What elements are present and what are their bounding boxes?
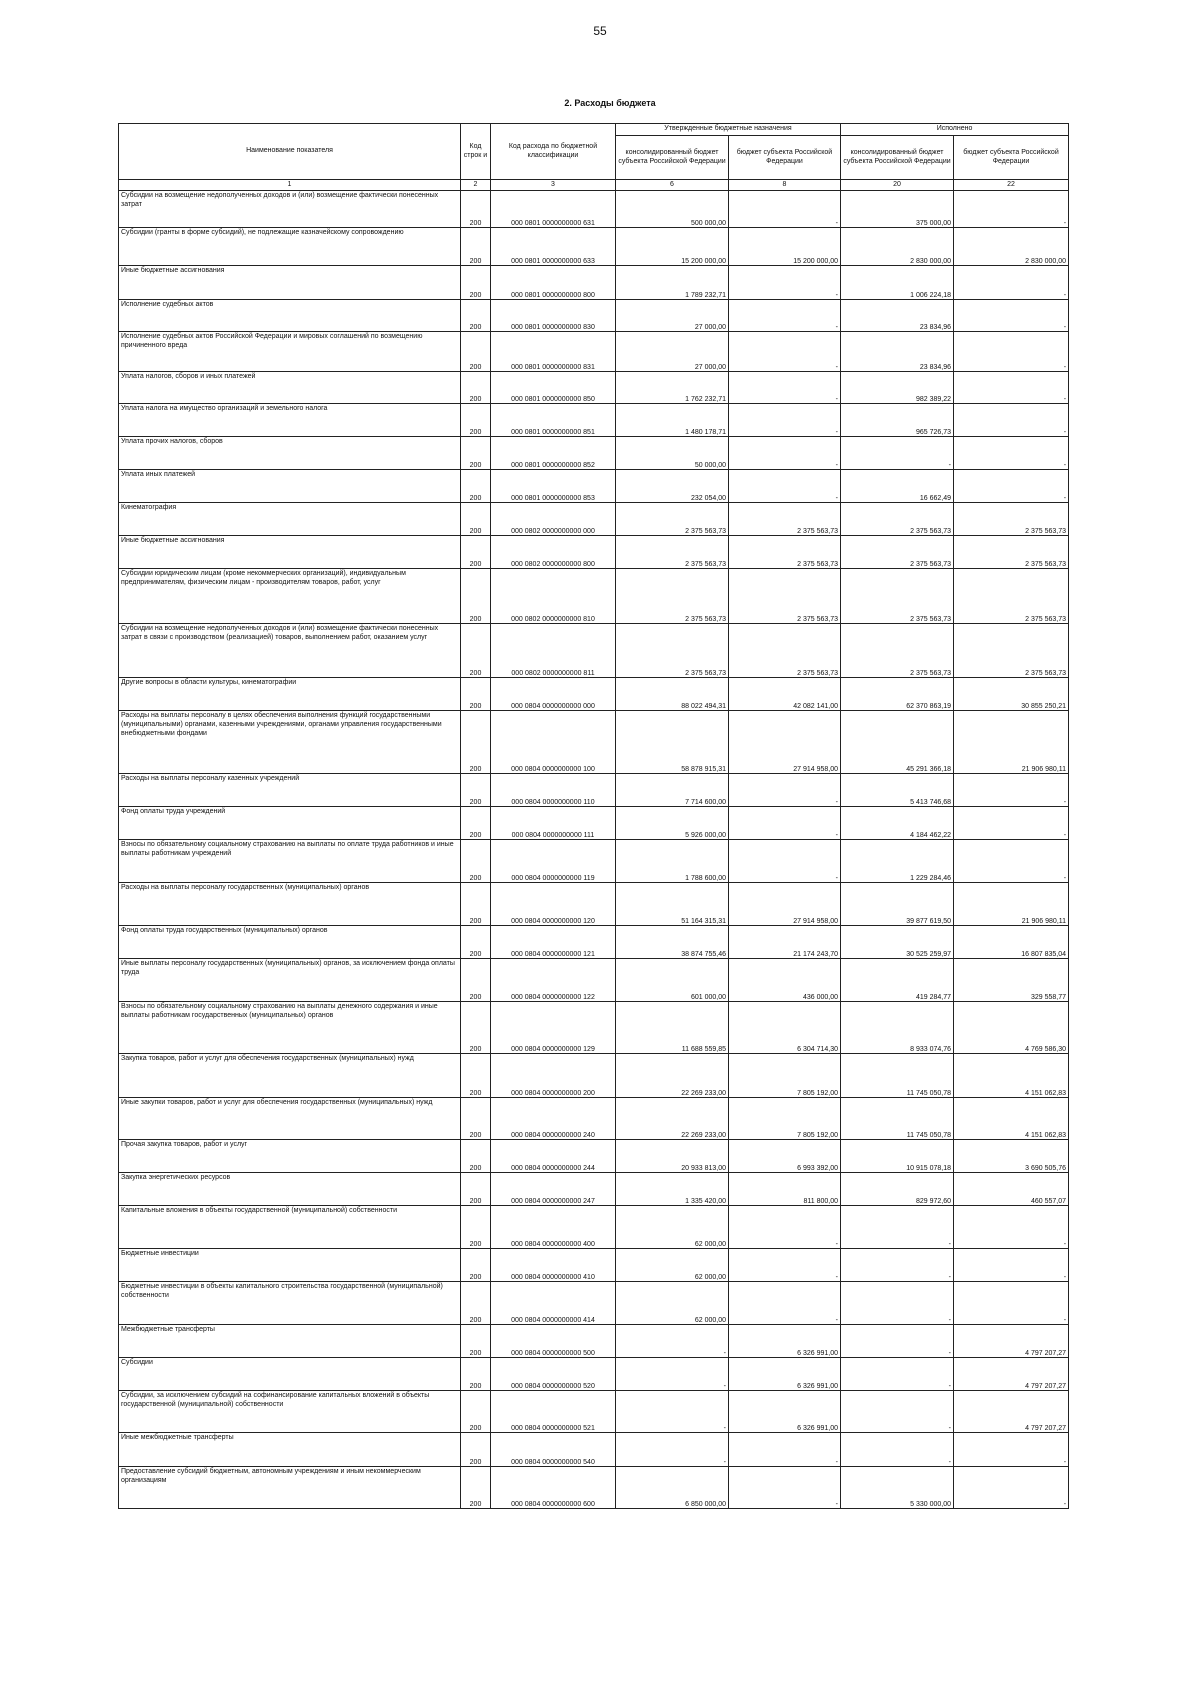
executed-consolidated-value: 2 830 000,00 [841, 228, 954, 266]
indicator-name: Субсидии на возмещение недополученных доходов и (или) возмещение фактически понесенных затрат в связи с производством (реализацией) товаров, выполнением работ, оказанием услуг [119, 624, 461, 678]
approved-subject-value: 6 326 991,00 [729, 1358, 841, 1391]
section-title: 2. Расходы бюджета [564, 98, 656, 108]
line-code: 200 [461, 774, 491, 807]
table-row [119, 1206, 1069, 1249]
line-code: 200 [461, 807, 491, 840]
executed-consolidated-value: 965 726,73 [841, 404, 954, 437]
budget-code: 000 0804 0000000000 110 [491, 774, 616, 807]
budget-code: 000 0801 0000000000 850 [491, 372, 616, 404]
line-code: 200 [461, 959, 491, 1002]
executed-subject-value: 2 375 563,73 [954, 536, 1069, 569]
executed-subject-value: - [954, 404, 1069, 437]
budget-code: 000 0804 0000000000 200 [491, 1054, 616, 1098]
line-code: 200 [461, 883, 491, 926]
executed-subject-value: - [954, 774, 1069, 807]
approved-consolidated-value: 62 000,00 [616, 1282, 729, 1325]
line-code: 200 [461, 536, 491, 569]
approved-consolidated-value: 601 000,00 [616, 959, 729, 1002]
indicator-name: Расходы на выплаты персоналу в целях обеспечения выполнения функций государственными (муниципальными) органами, казенными учреждениями, органами управления государственными внебюджетными фондами [119, 711, 461, 774]
executed-consolidated-value: 30 525 259,97 [841, 926, 954, 959]
executed-consolidated-value: - [841, 1249, 954, 1282]
approved-consolidated-value: - [616, 1391, 729, 1433]
budget-code: 000 0801 0000000000 830 [491, 300, 616, 332]
indicator-name: Уплата налога на имущество организаций и земельного налога [119, 404, 461, 437]
table-row [119, 372, 1069, 404]
line-code: 200 [461, 926, 491, 959]
table-row [119, 1467, 1069, 1509]
executed-subject-value: - [954, 191, 1069, 228]
table-body [119, 191, 1069, 1509]
expenses-table [118, 123, 1069, 1509]
executed-consolidated-value: - [841, 437, 954, 470]
approved-consolidated-value: 27 000,00 [616, 332, 729, 372]
approved-consolidated-value: 1 762 232,71 [616, 372, 729, 404]
line-code: 200 [461, 624, 491, 678]
executed-subject-value: 21 906 980,11 [954, 883, 1069, 926]
executed-subject-value: 2 830 000,00 [954, 228, 1069, 266]
approved-subject-value: - [729, 774, 841, 807]
budget-code: 000 0801 0000000000 853 [491, 470, 616, 503]
table-row [119, 470, 1069, 503]
approved-subject-value: 7 805 192,00 [729, 1098, 841, 1140]
budget-code: 000 0804 0000000000 240 [491, 1098, 616, 1140]
budget-code: 000 0804 0000000000 120 [491, 883, 616, 926]
executed-consolidated-value: 45 291 366,18 [841, 711, 954, 774]
approved-consolidated-value: 22 269 233,00 [616, 1054, 729, 1098]
approved-subject-value: - [729, 266, 841, 300]
executed-consolidated-value: 1 006 224,18 [841, 266, 954, 300]
approved-consolidated-value: 500 000,00 [616, 191, 729, 228]
line-code: 200 [461, 332, 491, 372]
approved-subject-value: - [729, 470, 841, 503]
executed-consolidated-value: - [841, 1282, 954, 1325]
approved-consolidated-value: 1 335 420,00 [616, 1173, 729, 1206]
budget-code: 000 0804 0000000000 121 [491, 926, 616, 959]
indicator-name: Субсидии на возмещение недополученных доходов и (или) возмещение фактически понесенных затрат [119, 191, 461, 228]
indicator-name: Иные закупки товаров, работ и услуг для обеспечения государственных (муниципальных) нужд [119, 1098, 461, 1140]
executed-consolidated-value: 23 834,96 [841, 300, 954, 332]
page-number: 55 [593, 24, 607, 38]
approved-subject-value: 27 914 958,00 [729, 883, 841, 926]
header-approved-consolidated: консолидированный бюджет субъекта Российской Федерации [616, 136, 729, 180]
table-row [119, 883, 1069, 926]
header-executed-subject: бюджет субъекта Российской Федерации [954, 136, 1069, 180]
executed-consolidated-value: - [841, 1391, 954, 1433]
executed-subject-value: - [954, 1249, 1069, 1282]
table-row [119, 678, 1069, 711]
approved-subject-value: 42 082 141,00 [729, 678, 841, 711]
executed-consolidated-value: 2 375 563,73 [841, 503, 954, 536]
approved-consolidated-value: 2 375 563,73 [616, 503, 729, 536]
indicator-name: Исполнение судебных актов Российской Федерации и мировых соглашений по возмещению причиненного вреда [119, 332, 461, 372]
header-approved: Утвержденные бюджетные назначения [616, 124, 841, 136]
approved-subject-value: 27 914 958,00 [729, 711, 841, 774]
approved-subject-value: 6 326 991,00 [729, 1325, 841, 1358]
budget-code: 000 0804 0000000000 414 [491, 1282, 616, 1325]
executed-consolidated-value: 5 330 000,00 [841, 1467, 954, 1509]
indicator-name: Бюджетные инвестиции [119, 1249, 461, 1282]
indicator-name: Капитальные вложения в объекты государственной (муниципальной) собственности [119, 1206, 461, 1249]
indicator-name: Субсидии (гранты в форме субсидий), не подлежащие казначейскому сопровождению [119, 228, 461, 266]
approved-consolidated-value: 51 164 315,31 [616, 883, 729, 926]
executed-consolidated-value: 419 284,77 [841, 959, 954, 1002]
executed-subject-value: 4 151 062,83 [954, 1054, 1069, 1098]
indicator-name: Взносы по обязательному социальному страхованию на выплаты по оплате труда работников и иные выплаты работникам учреждений [119, 840, 461, 883]
executed-subject-value: 4 769 586,30 [954, 1002, 1069, 1054]
table-row [119, 1391, 1069, 1433]
line-code: 200 [461, 1054, 491, 1098]
indicator-name: Предоставление субсидий бюджетным, автономным учреждениям и иным некоммерческим организациям [119, 1467, 461, 1509]
header-executed: Исполнено [841, 124, 1069, 136]
executed-subject-value: 4 151 062,83 [954, 1098, 1069, 1140]
executed-consolidated-value: 5 413 746,68 [841, 774, 954, 807]
approved-consolidated-value: 2 375 563,73 [616, 536, 729, 569]
approved-consolidated-value: 11 688 559,85 [616, 1002, 729, 1054]
approved-consolidated-value: 27 000,00 [616, 300, 729, 332]
approved-consolidated-value: 88 022 494,31 [616, 678, 729, 711]
table-row [119, 569, 1069, 624]
line-code: 200 [461, 503, 491, 536]
executed-consolidated-value: 16 662,49 [841, 470, 954, 503]
table-row [119, 536, 1069, 569]
approved-subject-value: - [729, 840, 841, 883]
line-code: 200 [461, 1140, 491, 1173]
executed-subject-value: - [954, 300, 1069, 332]
budget-code: 000 0804 0000000000 521 [491, 1391, 616, 1433]
budget-code: 000 0801 0000000000 851 [491, 404, 616, 437]
header-line-code: Код строк и [461, 124, 491, 180]
executed-consolidated-value: - [841, 1358, 954, 1391]
table-row [119, 191, 1069, 228]
budget-code: 000 0804 0000000000 244 [491, 1140, 616, 1173]
approved-subject-value: 6 304 714,30 [729, 1002, 841, 1054]
approved-consolidated-value: 232 054,00 [616, 470, 729, 503]
executed-subject-value: - [954, 266, 1069, 300]
executed-consolidated-value: 11 745 050,78 [841, 1098, 954, 1140]
table-row [119, 1433, 1069, 1467]
budget-code: 000 0801 0000000000 800 [491, 266, 616, 300]
table-row [119, 840, 1069, 883]
line-code: 200 [461, 1282, 491, 1325]
line-code: 200 [461, 840, 491, 883]
executed-subject-value: - [954, 332, 1069, 372]
approved-subject-value: 6 326 991,00 [729, 1391, 841, 1433]
table-row [119, 1173, 1069, 1206]
indicator-name: Бюджетные инвестиции в объекты капитального строительства государственной (муниципальной) собственности [119, 1282, 461, 1325]
table-row [119, 807, 1069, 840]
table-row [119, 1140, 1069, 1173]
indicator-name: Субсидии юридическим лицам (кроме некоммерческих организаций), индивидуальным предпринимателям, физическим лицам - производителям товаров, работ, услуг [119, 569, 461, 624]
executed-subject-value: 4 797 207,27 [954, 1325, 1069, 1358]
executed-consolidated-value: 375 000,00 [841, 191, 954, 228]
approved-consolidated-value: 7 714 600,00 [616, 774, 729, 807]
budget-code: 000 0804 0000000000 540 [491, 1433, 616, 1467]
line-code: 200 [461, 1098, 491, 1140]
approved-subject-value: - [729, 1467, 841, 1509]
table-row [119, 1002, 1069, 1054]
line-code: 200 [461, 266, 491, 300]
approved-consolidated-value: 62 000,00 [616, 1249, 729, 1282]
approved-consolidated-value: 20 933 813,00 [616, 1140, 729, 1173]
indicator-name: Расходы на выплаты персоналу государственных (муниципальных) органов [119, 883, 461, 926]
executed-subject-value: - [954, 1282, 1069, 1325]
executed-subject-value: - [954, 1206, 1069, 1249]
approved-subject-value: 436 000,00 [729, 959, 841, 1002]
executed-subject-value: 2 375 563,73 [954, 503, 1069, 536]
approved-subject-value: - [729, 191, 841, 228]
table-row [119, 926, 1069, 959]
budget-code: 000 0802 0000000000 811 [491, 624, 616, 678]
budget-code: 000 0801 0000000000 633 [491, 228, 616, 266]
line-code: 200 [461, 372, 491, 404]
line-code: 200 [461, 1249, 491, 1282]
executed-subject-value: 2 375 563,73 [954, 569, 1069, 624]
line-code: 200 [461, 1358, 491, 1391]
executed-subject-value: 2 375 563,73 [954, 624, 1069, 678]
budget-code: 000 0804 0000000000 247 [491, 1173, 616, 1206]
approved-consolidated-value: - [616, 1433, 729, 1467]
indicator-name: Иные бюджетные ассигнования [119, 536, 461, 569]
approved-subject-value: 21 174 243,70 [729, 926, 841, 959]
line-code: 200 [461, 404, 491, 437]
executed-consolidated-value: 11 745 050,78 [841, 1054, 954, 1098]
approved-consolidated-value: 1 480 178,71 [616, 404, 729, 437]
approved-subject-value: - [729, 437, 841, 470]
budget-code: 000 0804 0000000000 122 [491, 959, 616, 1002]
approved-subject-value: - [729, 300, 841, 332]
executed-consolidated-value: 2 375 563,73 [841, 624, 954, 678]
line-code: 200 [461, 1206, 491, 1249]
table-row [119, 228, 1069, 266]
header-name: Наименование показателя [119, 124, 461, 180]
line-code: 200 [461, 678, 491, 711]
approved-consolidated-value: 6 850 000,00 [616, 1467, 729, 1509]
executed-consolidated-value: - [841, 1325, 954, 1358]
table-row [119, 404, 1069, 437]
indicator-name: Иные выплаты персоналу государственных (муниципальных) органов, за исключением фонда оплаты труда [119, 959, 461, 1002]
indicator-name: Иные межбюджетные трансферты [119, 1433, 461, 1467]
executed-subject-value: 16 807 835,04 [954, 926, 1069, 959]
approved-subject-value: 6 993 392,00 [729, 1140, 841, 1173]
budget-code: 000 0801 0000000000 852 [491, 437, 616, 470]
indicator-name: Межбюджетные трансферты [119, 1325, 461, 1358]
approved-consolidated-value: 22 269 233,00 [616, 1098, 729, 1140]
approved-consolidated-value: 38 874 755,46 [616, 926, 729, 959]
approved-consolidated-value: 1 789 232,71 [616, 266, 729, 300]
col-number: 8 [729, 180, 841, 191]
budget-code: 000 0804 0000000000 400 [491, 1206, 616, 1249]
line-code: 200 [461, 191, 491, 228]
executed-consolidated-value: 39 877 619,50 [841, 883, 954, 926]
approved-subject-value: - [729, 404, 841, 437]
budget-code: 000 0804 0000000000 410 [491, 1249, 616, 1282]
table-row [119, 624, 1069, 678]
executed-subject-value: - [954, 840, 1069, 883]
budget-code: 000 0804 0000000000 520 [491, 1358, 616, 1391]
executed-consolidated-value: 829 972,60 [841, 1173, 954, 1206]
budget-code: 000 0804 0000000000 100 [491, 711, 616, 774]
approved-subject-value: - [729, 1282, 841, 1325]
executed-consolidated-value: 982 389,22 [841, 372, 954, 404]
executed-consolidated-value: 23 834,96 [841, 332, 954, 372]
executed-consolidated-value: - [841, 1206, 954, 1249]
approved-consolidated-value: 15 200 000,00 [616, 228, 729, 266]
executed-consolidated-value: 8 933 074,76 [841, 1002, 954, 1054]
budget-code: 000 0804 0000000000 600 [491, 1467, 616, 1509]
approved-subject-value: - [729, 1206, 841, 1249]
table-row [119, 1249, 1069, 1282]
executed-subject-value: - [954, 470, 1069, 503]
indicator-name: Закупка энергетических ресурсов [119, 1173, 461, 1206]
executed-consolidated-value: 10 915 078,18 [841, 1140, 954, 1173]
indicator-name: Другие вопросы в области культуры, кинематографии [119, 678, 461, 711]
line-code: 200 [461, 1467, 491, 1509]
col-number: 6 [616, 180, 729, 191]
header-approved-subject: бюджет субъекта Российской Федерации [729, 136, 841, 180]
approved-consolidated-value: 1 788 600,00 [616, 840, 729, 883]
budget-code: 000 0804 0000000000 000 [491, 678, 616, 711]
indicator-name: Иные бюджетные ассигнования [119, 266, 461, 300]
approved-subject-value: 2 375 563,73 [729, 569, 841, 624]
budget-code: 000 0804 0000000000 111 [491, 807, 616, 840]
header-executed-consolidated: консолидированный бюджет субъекта Российской Федерации [841, 136, 954, 180]
executed-subject-value: 460 557,07 [954, 1173, 1069, 1206]
approved-consolidated-value: 2 375 563,73 [616, 569, 729, 624]
approved-consolidated-value: 62 000,00 [616, 1206, 729, 1249]
budget-code: 000 0802 0000000000 810 [491, 569, 616, 624]
line-code: 200 [461, 711, 491, 774]
line-code: 200 [461, 569, 491, 624]
col-number: 3 [491, 180, 616, 191]
approved-subject-value: 15 200 000,00 [729, 228, 841, 266]
table-row [119, 437, 1069, 470]
budget-code: 000 0804 0000000000 129 [491, 1002, 616, 1054]
indicator-name: Расходы на выплаты персоналу казенных учреждений [119, 774, 461, 807]
approved-subject-value: - [729, 1249, 841, 1282]
executed-subject-value: - [954, 372, 1069, 404]
executed-subject-value: - [954, 1467, 1069, 1509]
approved-subject-value: - [729, 807, 841, 840]
approved-consolidated-value: 58 878 915,31 [616, 711, 729, 774]
approved-consolidated-value: 2 375 563,73 [616, 624, 729, 678]
approved-subject-value: - [729, 372, 841, 404]
executed-consolidated-value: 1 229 284,46 [841, 840, 954, 883]
approved-consolidated-value: 50 000,00 [616, 437, 729, 470]
line-code: 200 [461, 300, 491, 332]
table-row [119, 1282, 1069, 1325]
table-row [119, 503, 1069, 536]
line-code: 200 [461, 1002, 491, 1054]
indicator-name: Исполнение судебных актов [119, 300, 461, 332]
executed-consolidated-value: - [841, 1433, 954, 1467]
indicator-name: Уплата иных платежей [119, 470, 461, 503]
col-number: 1 [119, 180, 461, 191]
approved-consolidated-value: 5 926 000,00 [616, 807, 729, 840]
approved-subject-value: 2 375 563,73 [729, 536, 841, 569]
approved-subject-value: - [729, 332, 841, 372]
indicator-name: Субсидии [119, 1358, 461, 1391]
line-code: 200 [461, 1325, 491, 1358]
indicator-name: Уплата прочих налогов, сборов [119, 437, 461, 470]
executed-subject-value: - [954, 1433, 1069, 1467]
executed-consolidated-value: 62 370 863,19 [841, 678, 954, 711]
executed-subject-value: 4 797 207,27 [954, 1358, 1069, 1391]
indicator-name: Закупка товаров, работ и услуг для обеспечения государственных (муниципальных) нужд [119, 1054, 461, 1098]
approved-consolidated-value: - [616, 1325, 729, 1358]
indicator-name: Взносы по обязательному социальному страхованию на выплаты денежного содержания и иные выплаты работникам государственных (муниципальных) органов [119, 1002, 461, 1054]
table-row [119, 1054, 1069, 1098]
approved-subject-value: - [729, 1433, 841, 1467]
executed-consolidated-value: 2 375 563,73 [841, 536, 954, 569]
approved-subject-value: 2 375 563,73 [729, 503, 841, 536]
approved-subject-value: 811 800,00 [729, 1173, 841, 1206]
executed-consolidated-value: 4 184 462,22 [841, 807, 954, 840]
indicator-name: Субсидии, за исключением субсидий на софинансирование капитальных вложений в объекты государственной (муниципальной) собственности [119, 1391, 461, 1433]
table-row [119, 332, 1069, 372]
table-row [119, 300, 1069, 332]
budget-code: 000 0801 0000000000 831 [491, 332, 616, 372]
indicator-name: Фонд оплаты труда учреждений [119, 807, 461, 840]
table-row [119, 1098, 1069, 1140]
executed-subject-value: - [954, 437, 1069, 470]
budget-code: 000 0804 0000000000 119 [491, 840, 616, 883]
indicator-name: Уплата налогов, сборов и иных платежей [119, 372, 461, 404]
table-row [119, 1358, 1069, 1391]
budget-code: 000 0802 0000000000 000 [491, 503, 616, 536]
budget-code: 000 0804 0000000000 500 [491, 1325, 616, 1358]
executed-consolidated-value: 2 375 563,73 [841, 569, 954, 624]
line-code: 200 [461, 1391, 491, 1433]
col-number: 2 [461, 180, 491, 191]
budget-code: 000 0801 0000000000 631 [491, 191, 616, 228]
col-number: 20 [841, 180, 954, 191]
header-budget-code: Код расхода по бюджетной классификации [491, 124, 616, 180]
approved-consolidated-value: - [616, 1358, 729, 1391]
indicator-name: Прочая закупка товаров, работ и услуг [119, 1140, 461, 1173]
line-code: 200 [461, 228, 491, 266]
line-code: 200 [461, 470, 491, 503]
table-row [119, 266, 1069, 300]
table-row [119, 1325, 1069, 1358]
executed-subject-value: 4 797 207,27 [954, 1391, 1069, 1433]
executed-subject-value: 30 855 250,21 [954, 678, 1069, 711]
executed-subject-value: 329 558,77 [954, 959, 1069, 1002]
line-code: 200 [461, 1173, 491, 1206]
table-row [119, 774, 1069, 807]
line-code: 200 [461, 437, 491, 470]
executed-subject-value: 21 906 980,11 [954, 711, 1069, 774]
executed-subject-value: - [954, 807, 1069, 840]
approved-subject-value: 7 805 192,00 [729, 1054, 841, 1098]
table-row [119, 959, 1069, 1002]
col-number: 22 [954, 180, 1069, 191]
table-row [119, 711, 1069, 774]
approved-subject-value: 2 375 563,73 [729, 624, 841, 678]
budget-code: 000 0802 0000000000 800 [491, 536, 616, 569]
indicator-name: Фонд оплаты труда государственных (муниципальных) органов [119, 926, 461, 959]
indicator-name: Кинематография [119, 503, 461, 536]
line-code: 200 [461, 1433, 491, 1467]
executed-subject-value: 3 690 505,76 [954, 1140, 1069, 1173]
